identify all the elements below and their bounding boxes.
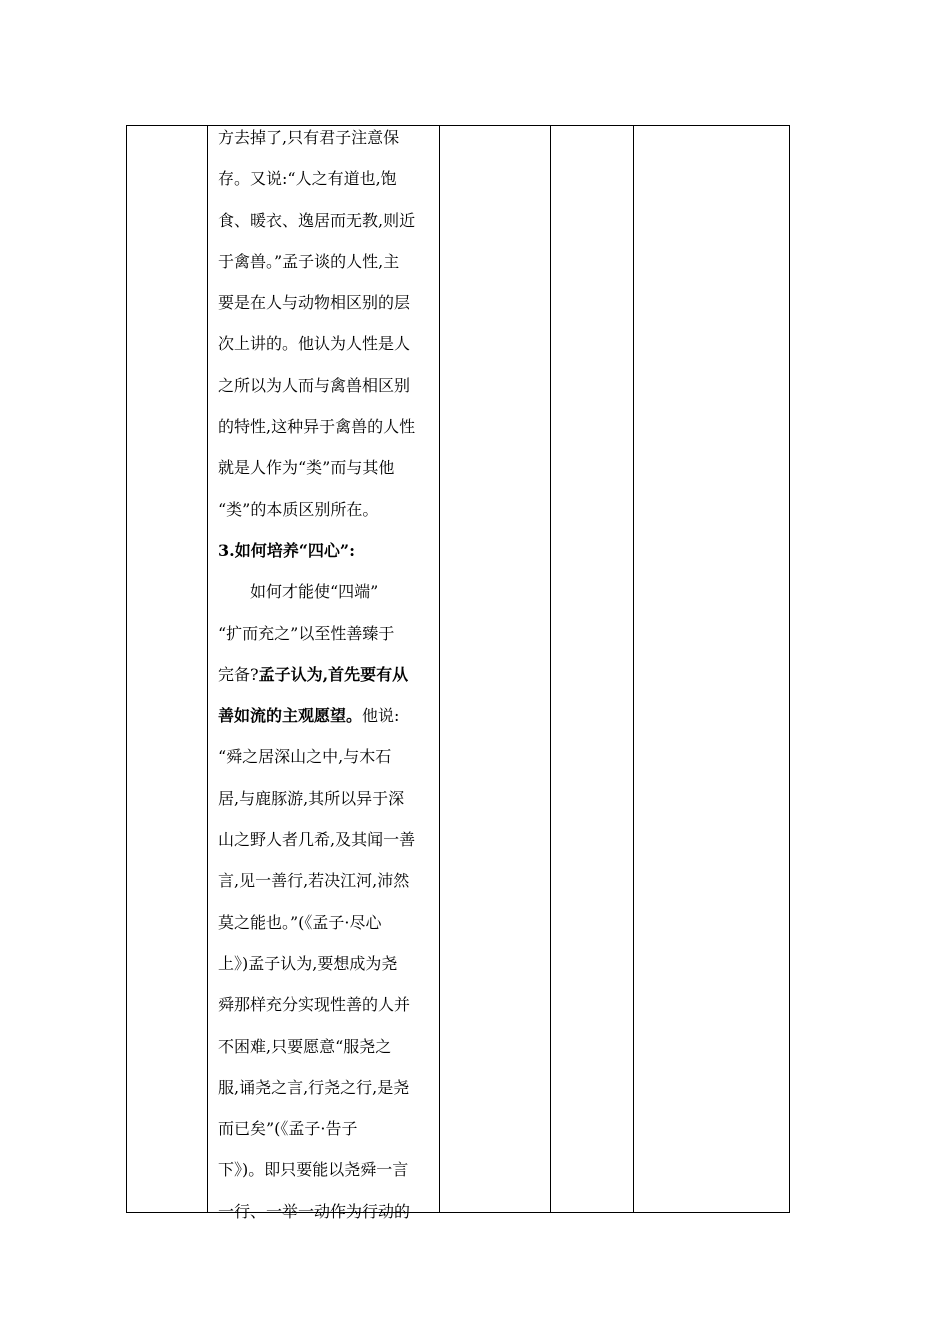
text-line: 3.如何培养“四心”: bbox=[218, 540, 356, 560]
text-line: 于禽兽。”孟子谈的人性,主 bbox=[218, 251, 400, 271]
text-line: “类”的本质区别所在。 bbox=[218, 499, 379, 519]
text-segment: 善如流的主观愿望。 bbox=[218, 706, 363, 726]
text-line: 服,诵尧之言,行尧之行,是尧 bbox=[218, 1077, 410, 1097]
lesson-table bbox=[126, 125, 790, 1221]
text-line: 居,与鹿豚游,其所以异于深 bbox=[218, 788, 405, 808]
text-line: 舜那样充分实现性善的人并 bbox=[218, 995, 411, 1015]
text-line: 食、暖衣、逸居而无教,则近 bbox=[218, 210, 416, 230]
text-line: 山之野人者几希,及其闻一善 bbox=[218, 830, 416, 850]
text-line bbox=[218, 663, 432, 704]
column-divider-2 bbox=[439, 126, 440, 1212]
text-line: “舜之居深山之中,与木石 bbox=[218, 747, 392, 767]
text-line: 方去掉了,只有君子注意保 bbox=[218, 128, 400, 147]
text-line: 而已矣”(《孟子·告子 bbox=[218, 1119, 358, 1139]
text-segment: 孟子认为,首先要有从 bbox=[258, 664, 409, 684]
column-divider-1 bbox=[207, 126, 208, 1212]
text-line: “扩而充之”以至性善臻于 bbox=[218, 623, 395, 643]
text-line bbox=[218, 704, 432, 745]
text-segment: 他说: bbox=[362, 706, 400, 726]
text-line: 言,见一善行,若决江河,沛然 bbox=[218, 871, 410, 891]
content-column bbox=[218, 126, 432, 1241]
text-line: 存。又说:“人之有道也,饱 bbox=[218, 169, 397, 189]
text-line: 下》)。即只要能以尧舜一言 bbox=[218, 1160, 409, 1180]
text-line: 之所以为人而与禽兽相区别 bbox=[218, 375, 411, 395]
text-line: 如何才能使“四端” bbox=[250, 582, 379, 602]
text-segment: 完备? bbox=[218, 664, 259, 684]
text-line: 要是在人与动物相区别的层 bbox=[218, 293, 411, 313]
text-line: 上》)孟子认为,要想成为尧 bbox=[218, 953, 398, 973]
text-line: 就是人作为“类”而与其他 bbox=[218, 458, 395, 478]
column-divider-3 bbox=[550, 126, 551, 1212]
text-line: 次上讲的。他认为人性是人 bbox=[218, 334, 411, 354]
text-line: 的特性,这种异于禽兽的人性 bbox=[218, 417, 416, 437]
text-line: 莫之能也。”(《孟子·尽心 bbox=[218, 912, 382, 932]
column-divider-4 bbox=[633, 126, 634, 1212]
text-line: 一行、一举一动作为行动的 bbox=[218, 1201, 411, 1221]
text-line: 不困难,只要愿意“服尧之 bbox=[218, 1036, 392, 1056]
